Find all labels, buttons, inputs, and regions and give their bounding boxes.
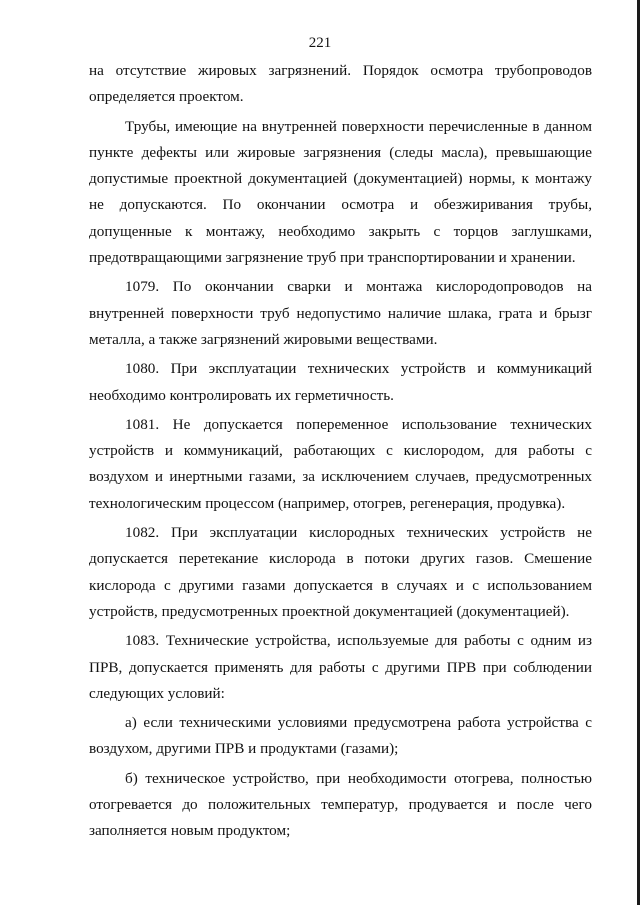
- paragraph-pipes: Трубы, имеющие на внутренней поверхности перечисленные в данном пункте дефекты или жировые загрязнения (следы масла), превышающие допустимые проектной документацией (документацией) нормы, к монтажу не допускаются. По окончании осмотра и обезжиривания трубы, допущенные к монтажу, необходимо закрыть с торцов заглушками, предотвращающими загрязнение труб при транспортировании и хранении.: [89, 117, 592, 267]
- document-body: [89, 58, 592, 845]
- paragraph-1083-b: б) техническое устройство, при необходимости отогрева, полностью отогревается до положительных температур, продувается и после чего заполняется новым продуктом;: [89, 769, 592, 840]
- paragraph-1082: 1082. При эксплуатации кислородных технических устройств не допускается перетекание кислорода в потоки других газов. Смешение кислорода с другими газами допускается в случаях и с использованием устройств, предусмотренных проектной документацией (документацией).: [89, 524, 592, 620]
- paragraph-1083: 1083. Технические устройства, используемые для работы с одним из ПРВ, допускается применять для работы с другими ПРВ при соблюдении следующих условий:: [89, 632, 592, 702]
- paragraph-1083-a: а) если техническими условиями предусмотрена работа устройства с воздухом, другими ПРВ и продуктами (газами);: [89, 714, 592, 758]
- paragraph-1080: 1080. При эксплуатации технических устройств и коммуникаций необходимо контролировать их герметичность.: [89, 360, 592, 404]
- paragraph-1079: 1079. По окончании сварки и монтажа кислородопроводов на внутренней поверхности труб недопустимо наличие шлака, грата и брызг металла, а также загрязнений жировыми веществами.: [89, 278, 592, 348]
- paragraph-1081: 1081. Не допускается попеременное использование технических устройств и коммуникаций, работающих с кислородом, для работы с воздухом и инертными газами, за исключением случаев, предусмотренных технологическим процессом (например, отогрев, регенерация, продувка).: [89, 415, 592, 512]
- page-number: 221: [308, 35, 332, 51]
- paragraph-continuation: на отсутствие жировых загрязнений. Порядок осмотра трубопроводов определяется проектом.: [89, 62, 592, 106]
